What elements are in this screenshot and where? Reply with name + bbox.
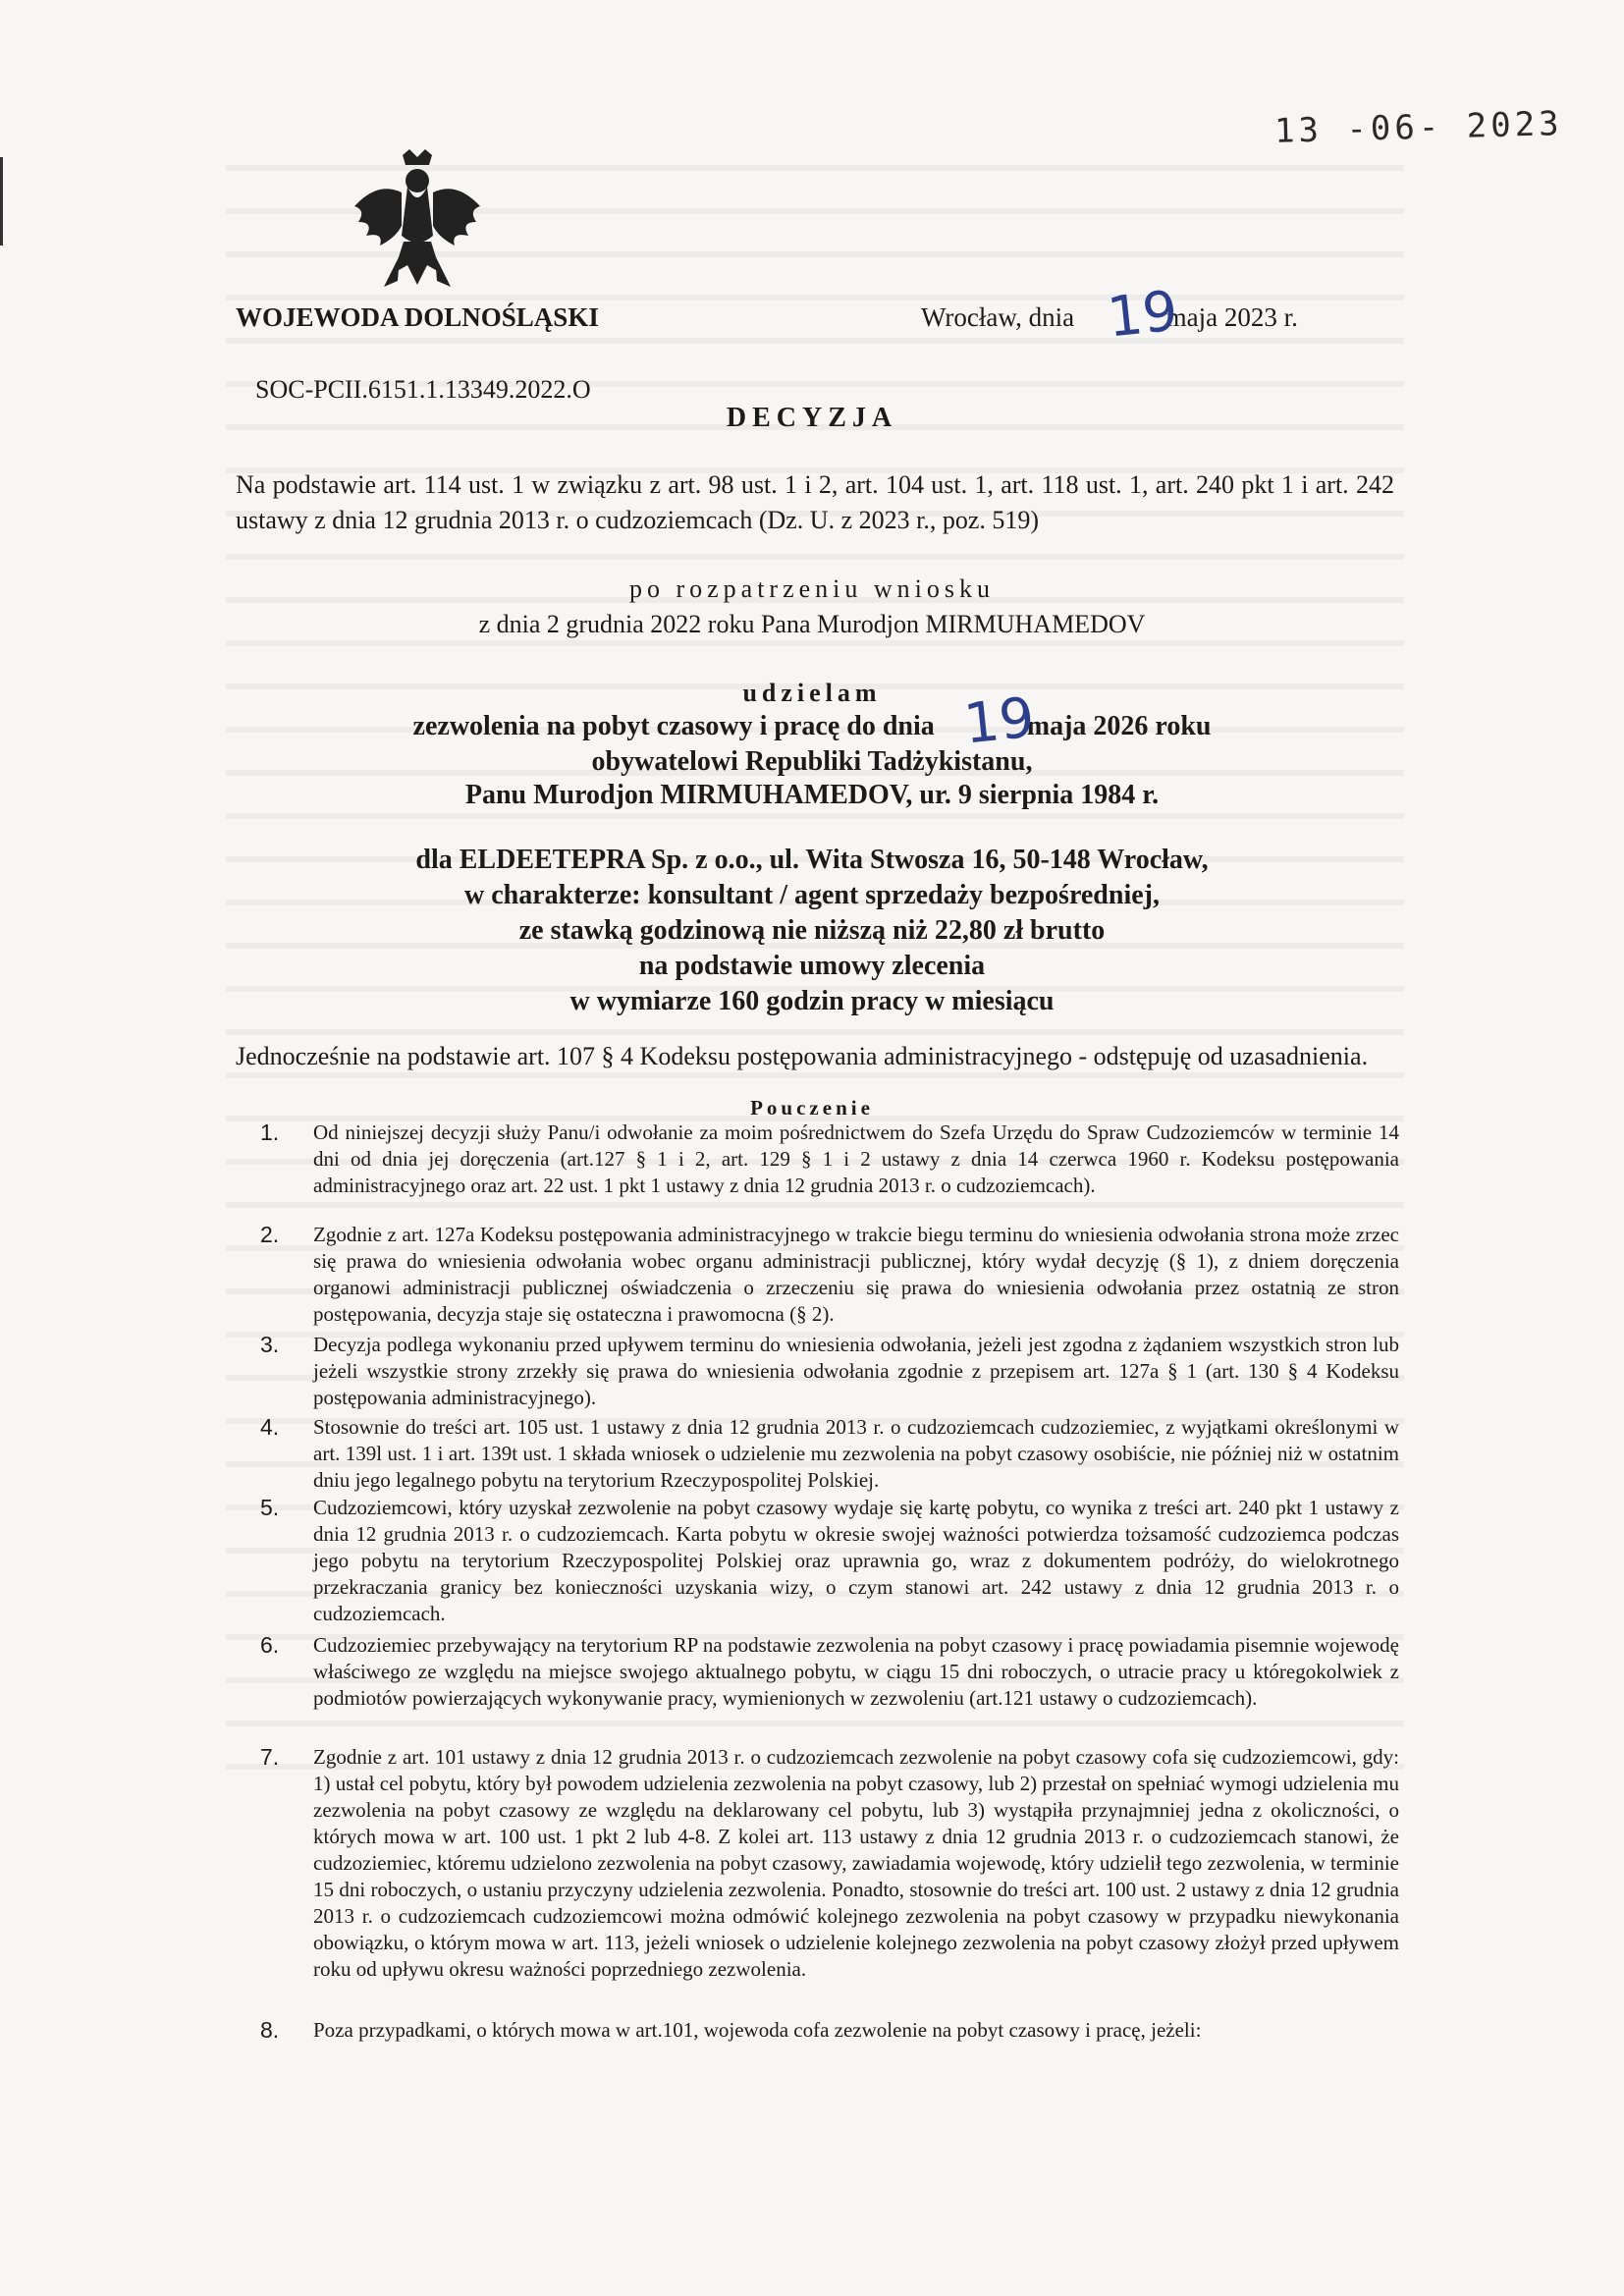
instruction-number: 5. [260, 1495, 280, 1520]
instruction-text: Decyzja podlega wykonaniu przed upływem terminu do wniesienia odwołania, jeżeli jest zgodna z żądaniem wszystkich stron lub jeżeli wszystkie strony zrzekły się prawa do wniesienia odwołania zgodnie z przepisem art. 127a § 1 (art. 130 § 4 Kodeksu postępowania administracyjnego). [313, 1333, 1399, 1409]
received-date-stamp: 13 -06- 2023 [1273, 104, 1564, 151]
place-date-suffix: maja 2023 r. [1165, 302, 1298, 332]
instruction-number: 2. [260, 1222, 280, 1247]
handwritten-issue-day: 19 [1104, 279, 1181, 351]
polish-eagle-emblem-icon [349, 147, 486, 293]
place-date-prefix: Wrocław, dnia [921, 302, 1075, 332]
permit-line-1-prefix: zezwolenia na pobyt czasowy i pracę do dnia [412, 711, 935, 741]
employer-line-1: dla ELDEETEPRA Sp. z o.o., ul. Wita Stwosza 16, 50-148 Wrocław, [415, 845, 1209, 875]
employer-line-3: ze stawką godzinową nie niższą niż 22,80 zł brutto [518, 915, 1106, 946]
legal-basis: Na podstawie art. 114 ust. 1 w związku z art. 98 ust. 1 i 2, art. 104 ust. 1, art. 118 ust. 1, art. 240 pkt 1 i art. 242 ustawy z dnia 12 grudnia 2013 r. o cudzoziemcach (Dz. U. z 2023 r., poz. 519) [236, 470, 1394, 534]
instruction-number: 4. [260, 1414, 280, 1440]
instruction-number: 1. [260, 1120, 280, 1145]
employer-line-5: w wymiarze 160 godzin pracy w miesiącu [569, 986, 1055, 1016]
waiver-of-justification: Jednocześnie na podstawie art. 107 § 4 Kodeksu postępowania administracyjnego - odstępuję od uzasadnienia. [236, 1042, 1369, 1070]
scan-edge-mark [0, 157, 3, 246]
permit-line-1 [0, 709, 1624, 744]
application-line: z dnia 2 grudnia 2022 roku Pana Murodjon MIRMUHAMEDOV [478, 610, 1146, 638]
instruction-number: 8. [260, 2017, 280, 2043]
reference-number: SOC-PCII.6151.1.13349.2022.O [255, 375, 591, 404]
instruction-number: 3. [260, 1332, 280, 1357]
issuing-authority: WOJEWODA DOLNOŚLĄSKI [236, 302, 599, 332]
instruction-text: Poza przypadkami, o których mowa w art.101, wojewoda cofa zezwolenie na pobyt czasowy i pracę, jeżeli: [313, 2018, 1202, 2042]
employer-line-2: w charakterze: konsultant / agent sprzedaży bezpośredniej, [464, 880, 1160, 910]
employer-line-4: na podstawie umowy zlecenia [638, 951, 986, 981]
instruction-text: Zgodnie z art. 101 ustawy z dnia 12 grudnia 2013 r. o cudzoziemcach zezwolenie na pobyt czasowy cofa się cudzoziemcowi, gdy: 1) ustał cel pobytu, który był powodem udzielenia zezwolenia na pobyt czasowy, lub 2) przestał on spełniać wymogi udzielenia mu zezwolenia na pobyt czasowy ze względu na deklarowany cel pobytu, lub 3) wystąpiła przynajmniej jedna z okoliczności, o których mowa w art. 100 ust. 1 pkt 2 lub 4-8. Z kolei art. 113 ustawy z dnia 12 grudnia 2013 r. o cudzoziemcach stanowi, że cudzoziemiec, któremu udzielono zezwolenia na pobyt czasowy, zawiadamia wojewodę, który udzielił tego zezwolenia, w terminie 15 dni roboczych, o ustaniu przyczyny udzielenia zezwolenia. Ponadto, stosownie do treści art. 100 ust. 2 ustawy z dnia 12 grudnia 2013 r. o cudzoziemcach cudzoziemcowi można odmówić kolejnego zezwolenia na pobyt czasowy w przypadku niewykonania obowiązku, o którym mowa w art. 113, jeżeli wniosek o udzielenie kolejnego zezwolenia na pobyt czasowy złożył przed upływem roku od upływu okresu ważności poprzedniego zezwolenia. [313, 1745, 1399, 1981]
after-review-line: po rozpatrzeniu wniosku [628, 574, 996, 603]
instruction-number: 7. [260, 1744, 280, 1770]
permit-line-3: Panu Murodjon MIRMUHAMEDOV, ur. 9 sierpnia 1984 r. [464, 780, 1160, 810]
instruction-text: Stosownie do treści art. 105 ust. 1 ustawy z dnia 12 grudnia 2013 r. o cudzoziemcach cudzoziemiec, z wyjątkami określonymi w art. 139l ust. 1 i art. 139t ust. 1 składa wniosek o udzielenie mu zezwolenia na pobyt czasowy osobiście, nie później niż w ostatnim dniu jego legalnego pobytu na terytorium Rzeczypospolitej Polskiej. [313, 1415, 1399, 1492]
instructions-title: Pouczenie [750, 1096, 874, 1120]
instruction-text: Cudzoziemcowi, który uzyskał zezwolenie na pobyt czasowy wydaje się kartę pobytu, co wynika z treści art. 240 pkt 1 ustawy z dnia 12 grudnia 2013 r. o cudzoziemcach. Karta pobytu w okresie swojej ważności potwierdza tożsamość cudzoziemca podczas jego pobytu na terytorium Rzeczypospolitej Polskiej oraz uprawnia go, wraz z dokumentem podróży, do wielokrotnego przekraczania granicy bez konieczności uzyskania wizy, o czym stanowi art. 242 ustawy z dnia 12 grudnia 2013 r. o cudzoziemcach. [313, 1496, 1399, 1625]
instruction-number: 6. [260, 1632, 280, 1658]
grant-word: udzielam [742, 679, 882, 707]
instruction-text: Cudzoziemiec przebywający na terytorium RP na podstawie zezwolenia na pobyt czasowy i pracę powiadamia pisemnie wojewodę właściwego ze względu na miejsce swojego aktualnego pobytu, w ciągu 15 dni roboczych, o utracie pracy u któregokolwiek z podmiotów powierzających wykonywanie pracy, wymienionych w zezwoleniu (art.121 ustawy o cudzoziemcach). [313, 1633, 1399, 1710]
permit-line-1-suffix: maja 2026 roku [1026, 711, 1212, 741]
instruction-text: Zgodnie z art. 127a Kodeksu postępowania administracyjnego w trakcie biegu terminu do wniesienia odwołania strona może zrzec się prawa do wniesienia odwołania wobec organu administracji publicznej, który wydał decyzję (§ 1), z dniem doręczenia organowi administracji publicznej oświadczenia o zrzeczeniu się prawa do wniesienia odwołania przez ostatnią ze stron postępowania, decyzja staje się ostateczna i prawomocna (§ 2). [313, 1223, 1399, 1326]
instruction-text: Od niniejszej decyzji służy Panu/i odwołanie za moim pośrednictwem do Szefa Urzędu do Spraw Cudzoziemców w terminie 14 dni od dnia jej doręczenia (art.127 § 1 i 2, art. 129 § 1 i 2 ustawy z dnia 14 czerwca 1960 r. Kodeksu postępowania administracyjnego oraz art. 22 ust. 1 pkt 1 ustawy z dnia 12 grudnia 2013 r. o cudzoziemcach). [313, 1121, 1399, 1197]
handwritten-expiry-day: 19 [960, 685, 1038, 757]
document-title: DECYZJA [726, 403, 898, 433]
permit-line-2: obywatelowi Republiki Tadżykistanu, [591, 746, 1033, 777]
